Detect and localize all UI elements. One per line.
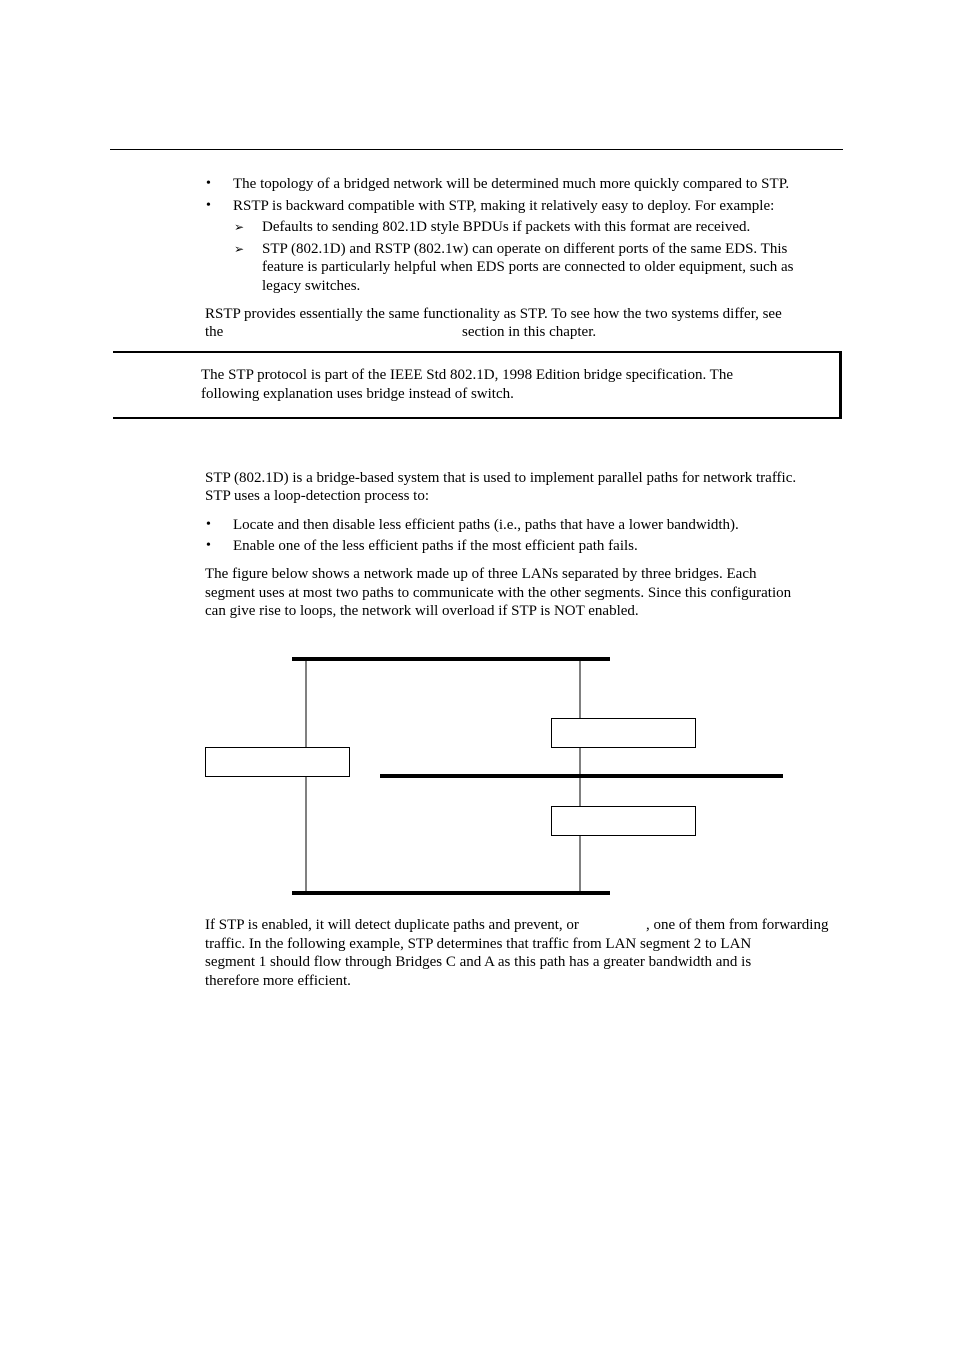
bullet-icon: • [206,198,211,213]
bullet-text: RSTP is backward compatible with STP, making it relatively easy to deploy. For example: [233,198,775,214]
stp-paragraph-line: STP (802.1D) is a bridge-based system that is used to implement parallel paths for network traffic. [205,470,797,486]
arrow-bullet-icon: ➢ [234,220,245,234]
note-text: The STP protocol is part of the IEEE Std 802.1D, 1998 Edition bridge specification. The [201,367,733,383]
after-paragraph-line: traffic. In the following example, STP determines that traffic from LAN segment 2 to LAN [205,936,752,952]
bridge-box [206,748,350,777]
figure-paragraph-line: The figure below shows a network made up of three LANs separated by three bridges. Each [205,566,757,582]
stp-paragraph-line: STP uses a loop-detection process to: [205,488,429,504]
note-text: following explanation uses bridge instead of switch. [201,386,514,402]
sub-bullet-text: STP (802.1D) and RSTP (802.1w) can operate on different ports of the same EDS. This [262,241,788,257]
figure-paragraph-line: can give rise to loops, the network will overload if STP is NOT enabled. [205,603,639,619]
after-paragraph-line: , one of them from forwarding [646,917,829,933]
bullet-text: The topology of a bridged network will be determined much more quickly compared to STP. [233,176,790,192]
bullet-icon: • [206,538,211,553]
rstp-paragraph-line: the [205,324,224,340]
rstp-paragraph-line: section in this chapter. [462,324,597,340]
after-paragraph-line: therefore more efficient. [205,973,351,989]
after-paragraph-line: If STP is enabled, it will detect duplicate paths and prevent, or [205,917,579,933]
bridge-box [552,719,696,748]
bullet-icon: • [206,517,211,532]
bullet-text: Locate and then disable less efficient paths (i.e., paths that have a lower bandwidth). [233,517,739,533]
bullet-text: Enable one of the less efficient paths if the most efficient path fails. [233,538,638,554]
sub-bullet-text: legacy switches. [262,278,361,294]
sub-bullet-text: feature is particularly helpful when EDS ports are connected to older equipment, such as [262,259,794,275]
arrow-bullet-icon: ➢ [234,242,245,256]
rstp-paragraph-line: RSTP provides essentially the same functionality as STP. To see how the two systems differ, see [205,306,782,322]
after-paragraph-line: segment 1 should flow through Bridges C and A as this path has a greater bandwidth and is [205,954,752,970]
sub-bullet-text: Defaults to sending 802.1D style BPDUs if packets with this format are received. [262,219,751,235]
bullet-icon: • [206,176,211,191]
figure-paragraph-line: segment uses at most two paths to communicate with the other segments. Since this configuration [205,585,792,601]
bridge-box [552,807,696,836]
